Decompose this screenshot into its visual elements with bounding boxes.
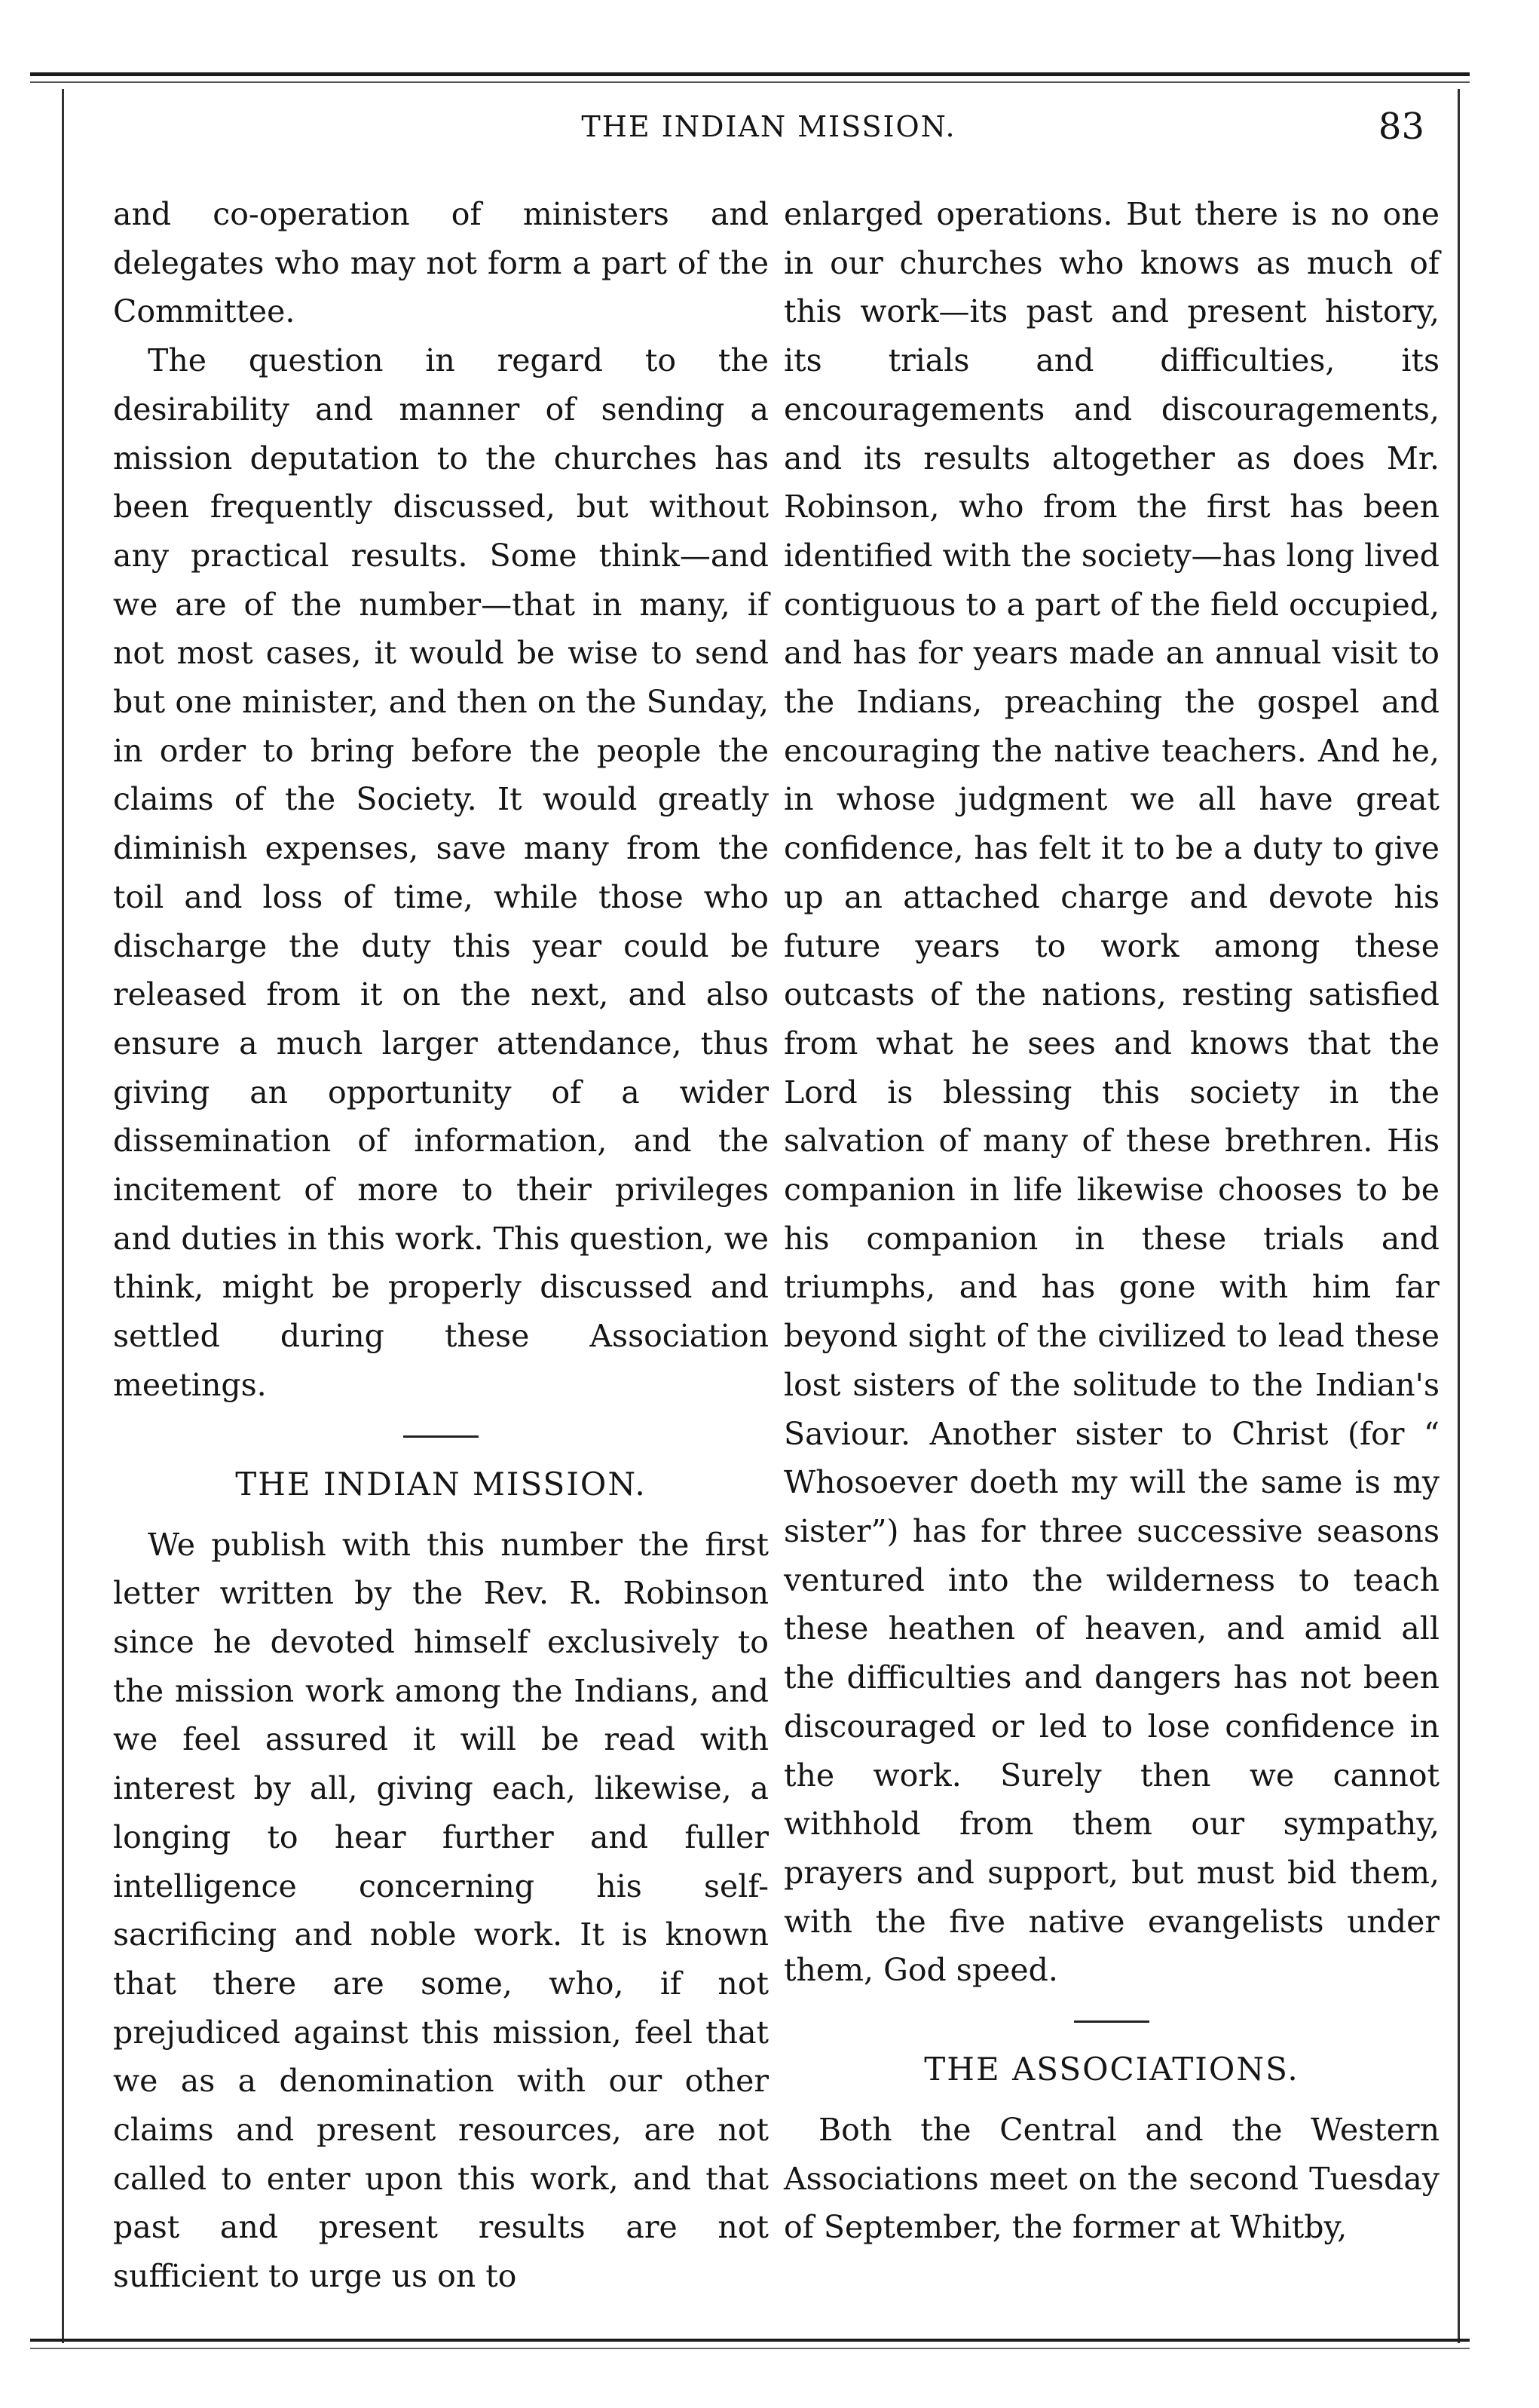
top-border-thin-rule <box>30 81 1470 83</box>
left-column <box>113 190 769 2301</box>
bottom-border-thin-rule <box>30 2348 1470 2349</box>
left-paragraph-2: The question in regard to the desirability and manner of sending a mission deputation to the churches has been frequently discussed, but without any practical results. Some think—and we are of the number—that in many, if not most cases, it would be wise to send but one minister, and then on the Sunday, in order to bring before the people the claims of the Society. It would greatly diminish expenses, save many from the toil and loss of time, while those who discharge the duty this year could be released from it on the next, and also ensure a much larger attendance, thus giving an opportunity of a wider dissemination of information, and the incitement of more to their privileges and duties in this work. This question, we think, might be properly discussed and settled during these Association meetings. <box>113 342 769 1403</box>
right-paragraph-2: Both the Central and the Western Associations meet on the second Tuesday of September, the former at Whitby, <box>784 2112 1440 2246</box>
left-paragraph-1: and co-operation of ministers and delegates who may not form a part of the Committee. <box>113 196 769 330</box>
section-separator <box>403 1435 479 1438</box>
section-heading-indian-mission: THE INDIAN MISSION. <box>235 1465 647 1503</box>
bottom-border-rule <box>30 2339 1470 2342</box>
right-column <box>784 190 1440 2252</box>
running-head: THE INDIAN MISSION. <box>581 110 956 143</box>
section-separator <box>1074 2020 1149 2023</box>
right-paragraph-1: enlarged operations. But there is no one in our churches who knows as much of this work—its past and present history, its trials and difficulties, its encouragements and discouragements, and its results altogether as does Mr. Robinson, who from the first has been identified with the society—has long lived contiguous to a part of the field occupied, and has for years made an annual visit to the Indians, preaching the gospel and encouraging the native teachers. And he, in whose judgment we all have great confidence, has felt it to be a duty to give up an attached charge and devote his future years to work among these outcasts of the nations, resting satisfied from what he sees and knows that the Lord is blessing this society in the salvation of many of these brethren. His companion in life likewise chooses to be his companion in these trials and triumphs, and has gone with him far beyond sight of the civilized to lead these lost sisters of the solitude to the Indian's Saviour. Another sister to Christ (for “ Whosoever doeth my will the same is my sister”) has for three successive seasons ventured into the wilderness to teach these heathen of heaven, and amid all the difficulties and dangers has not been discouraged or led to lose confidence in the work. Surely then we cannot withhold from them our sympathy, prayers and support, but must bid them, with the five native evangelists under them, God speed. <box>784 196 1440 1989</box>
top-border-rule <box>30 72 1470 76</box>
section-heading-associations: THE ASSOCIATIONS. <box>924 2051 1299 2088</box>
right-border-rule <box>1458 89 1460 2343</box>
left-border-rule <box>62 89 64 2343</box>
left-paragraph-3: We publish with this number the first letter written by the Rev. R. Robinson since he devoted himself exclusively to the mission work among the Indians, and we feel assured it will be read with interest by all, giving each, likewise, a longing to hear further and fuller intelligence concerning his self-sacrificing and noble work. It is known that there are some, who, if not prejudiced against this mission, feel that we as a denomination with our other claims and present resources, are not called to enter upon this work, and that past and present results are not sufficient to urge us on to <box>113 1526 769 2295</box>
page-number: 83 <box>1378 106 1424 148</box>
